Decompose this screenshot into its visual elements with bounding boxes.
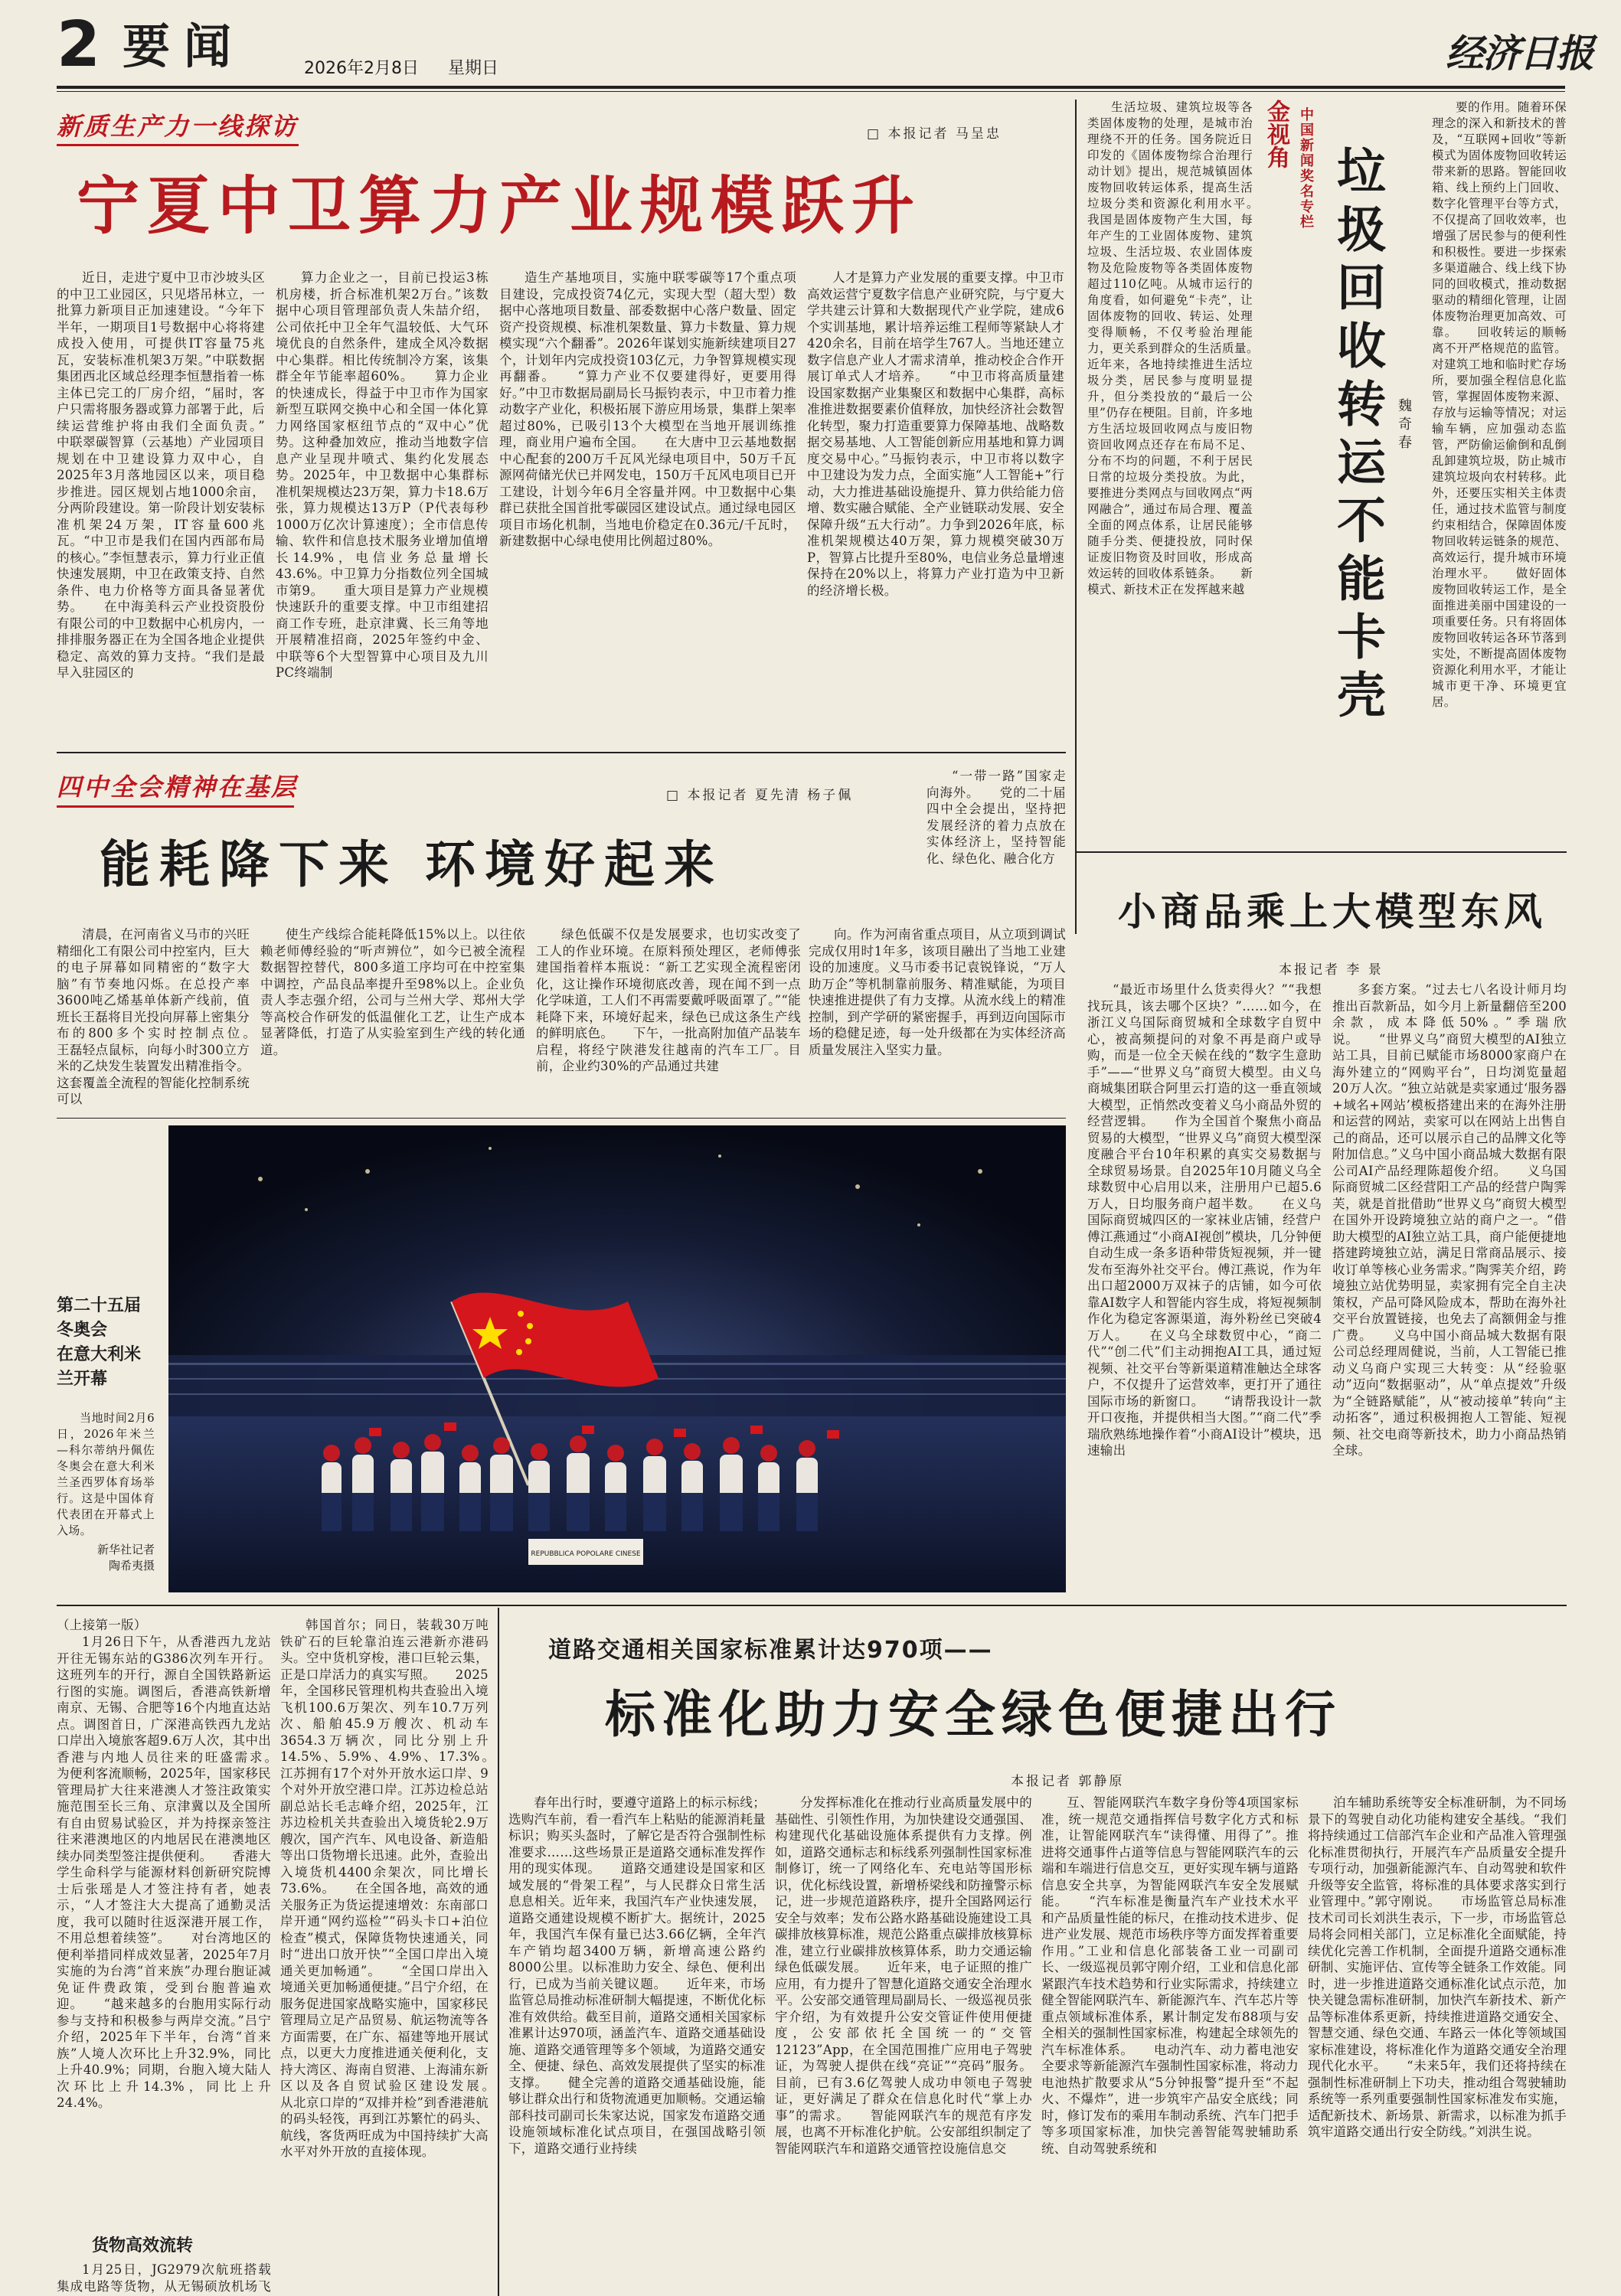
story4-col1-end: 1月25日，JG2979次航班搭载集成电路等货物，从无锡硕放机场飞 — [57, 2262, 271, 2294]
story3-title: 小商品乘上大模型东风 — [1118, 890, 1547, 934]
caption-title-line2: 在意大利米兰开幕 — [57, 1345, 142, 1389]
story2-col-2: 使生产线综合能耗降低15%以上。以往依赖老师傅经验的“听声辨位”，如今已被全流程数据智控替代，800多道工序均可在中控室集中调控，产品良品率提升至98%以上。企业负责人李志强介绍，公司与兰州大学、郑州大学等高校合作研发的低温催化工艺，让生产成本显著降低，打造了从实验室到生产线的转化通道。 — [260, 927, 525, 1057]
paper-logo: 经济日报 — [1446, 31, 1593, 76]
story4-col-1: 1月26日下午，从香港西九龙站开往无锡东站的G386次列车开行。这班列车的开行，源自全国铁路新运行图的实施。调图后，香港高铁新增南京、无锡、合肥等16个内地直达站点。调图首日，广深港高铁西九龙站口岸出入境旅客超9.6万人次，其中出香港与内地人员往来的旺盛需求。 为便利客流顺畅，2025年，国家移民管理局扩大往来港澳人才签注政策实施范围至长三角、京津冀以及全国所有自由贸易试验区，并为持探亲签注往来港澳地区的内地居民在港澳地区续办同类型签注提供便利。 香港大学生命科学与能源材料创新研究院博士后张瑶是人才签注持有者，她表示，“人才签注大大提高了通勤灵活度，我可以随时往返深港开展工作，不用总想着续签”。 对台湾地区的便利举措同样成效显著，2025年7月实施的为台湾“首来族”办理台胞证减免证件费政策，受到台胞普遍欢迎。 “越来越多的台胞用实际行动参与支持和积极参与两岸交流。”吕宁介绍，2025年下半年，台湾“首来族”人境人次环比上升32.9%，同比上升40.9%；同期，台胞入境大陆人次环比上升14.3%，同比上升24.4%。 — [57, 1635, 271, 2110]
column-piece-col-2: 要的作用。随着环保理念的深入和新技术的普及，“互联网+回收”等新模式为固体废物回收转运带来新的思路。智能回收箱、线上预约上门回收、数字化管理平台等方式，不仅提高了回收效率，也增强了居民参与的便利性和积极性。要进一步探索多渠道融合、线上线下协同的回收模式，推动数据驱动的精细化管理，让固体废物治理更加高效、可靠。 回收转运的顺畅离不开严格规范的监管。对建筑工地和临时贮存场所，要加强全程信息化监管，掌握固体废物来源、存放与运输等情况；对运输车辆，应加强动态监管，严防偷运偷倒和乱倒乱卸建筑垃圾，防止城市建筑垃圾向农村转移。此外，还要压实相关主体责任，通过技术监管与制度约束相结合，保障固体废物回收转运链条的规范、高效运行，提升城市环境治理水平。 做好固体废物回收转运工作，是全面推进美丽中国建设的一项重要任务。只有将固体废物回收转运各环节落到实处，不断提高固体废物资源化利用水平，才能让城市更干净、环境更宜居。 — [1432, 100, 1567, 709]
masthead — [0, 0, 1621, 90]
story5-col-4: 泊车辅助系统等安全标准研制，为不同场景下的驾驶自动化功能构建安全基线。“我们将持续通过工信部汽车企业和产品准入管理强化标准贯彻执行，开展汽车产品质量安全提升专项行动，加强新能源汽车、自动驾驶和软件升级等安全监管，将标准的具体要求落实到行业管理中。”郭守刚说。 市场监管总局标准技术司司长刘洪生表示，下一步，市场监管总局将会同相关部门，立足标准化全面赋能，持续优化完善工作机制，全面提升道路交通标准研制、实施评估、宣传等全链条工作效能。同时，进一步推进道路交通标准化试点示范，加快关键急需标准研制，加快汽车新技术、新产品等标准体系更新，持续推进道路交通安全、智慧交通、绿色交通、车路云一体化等领域国家标准建设，将标准化作为道路交通安全治理现代化水平。 “未来5年，我们还将持续在强制性标准研制上下功夫，推动组合驾驶辅助系统等一系列重要强制性国家标准发布实施，适配新技术、新场景、新需求，以标准为抓手筑牢道路交通出行安全防线。”刘洪生说。 — [1308, 1795, 1567, 2139]
column-piece-col-1: 生活垃圾、建筑垃圾等各类固体废物的处理，是城市治理绕不开的任务。国务院近日印发的《固体废物综合治理行动计划》提出，规范城镇固体废物回收转运体系，提高生活垃圾分类和资源化利用水平。 我国是固体废物产生大国，每年产生的工业固体废物、建筑垃圾、生活垃圾、农业固体废物及危险废物等各类固体废物超过110亿吨。从城市运行的角度看，如何避免“卡壳”，让固体废物的回收、转运、处理变得顺畅，不仅考验治理能力，更关系到群众的生活质量。 近年来，各地持续推进生活垃圾分类，居民参与度明显提升，但分类投放的“最后一公里”仍存在梗阻。目前，许多地方生活垃圾回收网点与废旧物资回收网点还存在布局不足、分布不均的问题，不利于居民日常的垃圾分类投放。为此，要推进分类网点与回收网点“两网融合”，通过布局合理、覆盖全面的网点体系，让居民能够随手分类、便捷投放，同时保证废旧物资及时回收，形成高效运转的回收体系链条。 新模式、新技术正在发挥越来越 — [1087, 100, 1253, 596]
story2-byline: □ 本报记者 夏先清 杨子佩 — [666, 788, 854, 803]
olympics-photo — [168, 1125, 1066, 1592]
story2-title: 能耗降下来 环境好起来 — [100, 835, 724, 894]
story5-subtitle: 道路交通相关国家标准累计达970项—— — [548, 1637, 993, 1664]
story1-col-3: 造生产基地项目，实施中联零碳等17个重点项目建设，完成投资74亿元，实现大型（超大型）数据中心落地项目数量、部委数据中心落户数量、固定资产投资规模、标准机架数量、算力卡数量、算力规模实现“六个翻番”。2026年谋划实施新续建项目27个，计划年内完成投资103亿元，力争智算规模实现再翻番。 “算力产业不仅要建得好，更要用得好。”中卫市数据局副局长马振钧表示，中卫市着力推动数字产业化，积极拓展下游应用场景，集群上架率超过80%，已吸引13个大模型在当地开展训练推理，商业用户遍布全国。 在大唐中卫云基地数据中心配套的200万千瓦风光绿电项目中，50万千瓦源网荷储光伏已并网发电，150万千瓦风电项目已开工建设，计划今年6月全容量并网。中卫数据中心集群已获批全国首批零碳园区建设试点。通过绿电园区项目市场化机制，当地电价稳定在0.36元/千瓦时，新建数据中心绿电使用比例超过80%。 — [499, 270, 796, 548]
story2-bottom-rule — [57, 1118, 1066, 1119]
caption-title-line1: 第二十五届冬奥会 — [57, 1296, 142, 1340]
sign-text: REPUBBLICA POPOLARE CINESE — [531, 1550, 641, 1558]
story5-col-3: 互、智能网联汽车数字身份等4项国家标准，统一规范交通指挥信号数字化方式和标准，让智能网联汽车“读得懂、用得了”。推进将交通事件占道等信息与智能网联汽车的云端和车端进行信息交互，更好实现车辆与道路信息安全共享，为智能网联汽车安全发展赋能。 “汽车标准是衡量汽车产业技术水平和产品质量性能的标尺，在推动技术进步、促进产业发展、规范市场秩序等方面发挥着重要作用。”工业和信息化部装备工业一司副司长、一级巡视员郭守刚介绍，工业和信息化部紧跟汽车技术趋势和行业实际需求，持续建立健全智能网联汽车、新能源汽车、汽车芯片等重点领域标准体系，累计制定发布88项与安全相关的强制性国家标准，构建起全球领先的汽车标准体系。 电动汽车、动力蓄电池安全要求等新能源汽车强制性国家标准，将动力电池热扩散要求从“5分钟报警”提升至“不起火、不爆炸”，进一步筑牢产品安全底线；同时，修订发布的乘用车制动系统、汽车门把手等多项国家标准，加快完善智能驾驶辅助系统、自动驾驶系统和 — [1041, 1795, 1299, 2156]
photo-illustration — [168, 1125, 1066, 1592]
story5-col-1: 春年出行时，要遵守道路上的标示标线；选购汽车前，看一看汽车上粘贴的能源消耗量标识；购买头盔时，了解它是否符合强制性标准要求……这些场景正是道路交通标准发挥作用的现实体现。 道路交通建设是国家和区域发展的“骨架工程”，与人民群众日常生活息息相关。近年来，我国汽车产业快速发展，道路交通建设规模不断扩大。据统计，2025年，我国汽车保有量已达3.66亿辆，全年汽车产销均超3400万辆，新增高速公路约8000公里。以标准助力安全、绿色、便利出行，已成为当前关键议题。 近年来，市场监管总局推动标准研制大幅提速，不断优化标准有效供给。截至目前，道路交通相关国家标准累计达970项，涵盖汽车、道路交通基础设施、道路交通管理等多个领域，为道路交通安全、便捷、绿色、高效发展提供了坚实的标准支撑。 健全完善的道路交通基础设施，能够让群众出行和货物流通更加顺畅。交通运输部科技司副司长朱家达说，国家发布道路交通设施领域标准化试点项目，在强国战略引领下，道路交通行业持续 — [508, 1795, 766, 2156]
story2-col-4: 向。作为河南省重点项目，从立项到调试完成仅用时1年多，该项目融出了当地工业建设的加速度。义马市委书记袁锐锋说，“万人助万企”等机制靠前服务、精准赋能，为项目快速推进提供了有力支撑。从流水线上的精准控制，到产学研的紧密握手，再到迈向国际市场的稳健足迹，每一处升级都在为实体经济高质量发展注入坚实力量。 — [809, 927, 1066, 1057]
column-author: 魏奇春 — [1396, 398, 1412, 453]
caption-text: 当地时间2月6日，2026年米兰—科尔蒂纳丹佩佐冬奥会在意大利米兰圣西罗体育场举行。这是中国体育代表团在开幕式上入场。 — [57, 1411, 155, 1537]
story3-col-2: 多套方案。“过去七八名设计师月均推出百款新品，如今月上新量翻倍至200余款，成本降低50%。”季瑞欣说。 “世界义乌”商贸大模型的AI独立站工具，目前已赋能市场8000家商户在海外建立的“网购平台”，日均浏览量超20万人次。“独立站就是卖家通过‘服务器+域名+网站’模板搭建出来的在海外注册和运营的网站，卖家可以在网站上出售自己的商品，还可以展示自己的品牌文化等附加信息。”义乌中国小商品城大数据有限公司AI产品经理陈超俊介绍。 义乌国际商贸城二区经营阳工产品的经营户陶霁芙，就是首批借助“世界义乌”商贸大模型在国外开设跨境独立站的商户之一。“借助大模型的AI独立站工具，商户能便捷地搭建跨境独立站，满足日常商品展示、接收订单等核心业务需求。”陶霁芙介绍，跨境独立站优势明显，卖家拥有完全自主决策权，产品可降风险成本，帮助在海外社交平台放置链接，也免去了高额佣金与推广费。 义乌中国小商品城大数据有限公司总经理周健说，当前，人工智能已推动义乌商户实现三大转变：从“经验驱动”迈向“数据驱动”，从“单点提效”升级为“全链路赋能”，从“被动接单”转向“主动拓客”，通过积极拥抱人工智能、短视频、社交电商等新技术，助力小商品热销全球。 — [1332, 982, 1567, 1458]
kicker-text: 四中全会精神在基层 — [57, 772, 299, 802]
section-name: 要闻 — [123, 18, 246, 74]
kicker-underline — [57, 144, 299, 146]
story1-byline: □ 本报记者 马呈忠 — [867, 126, 1002, 142]
issue-date: 2026年2月8日 — [304, 59, 419, 78]
story5-byline: 本报记者 郭静原 — [1011, 1774, 1125, 1789]
photo-credit-2: 陶希夷摄 — [108, 1559, 155, 1573]
masthead-rule — [57, 86, 1565, 89]
page-number: 2 — [57, 8, 101, 81]
story2-intro: “一带一路”国家走向海外。 党的二十届四中全会提出，坚持把发展经济的着力点放在实体经济上，坚持智能化、绿色化、融合化方 — [927, 769, 1066, 866]
vertical-divider-left — [1075, 100, 1077, 934]
story4-col-2: 韩国首尔；同日，装载30万吨铁矿石的巨轮靠泊连云港新亦港码头。空中货机穿梭，港口巨轮云集，正是口岸活力的真实写照。 2025年，全国移民管理机构共查验出入境飞机100.6万架次、列车10.7万列次、船舶45.9万艘次、机动车3654.3万辆次，同比分别上升14.5%、5.9%、4.9%、17.3%。 江苏拥有17个对外开放水运口岸、9个对外开放空港口岸。江苏边检总站副总站长毛志峰介绍，2025年，江苏边检机关共查验出入境货轮2.9万艘次，国产汽车、风电设备、新造船等出口货物增长迅速。此外，查验出入境货机4400余架次，同比增长73.6%。 在全国各地，高效的通关服务正为货运提速增效：东南部口岸开通“网约巡检”“码头卡口+泊位检查”模式，保障货物快速通关，同时“进出口放开快”“全国口岸出入境通关更加畅通”。 “全国口岸出入境通关更加畅通便捷。”吕宁介绍，在服务促进国家战略实施中，国家移民管理局立足产品贸易、航运物流等各方面需要，在广东、福建等地开展试点，以更大力度推进通关便利化，支持大湾区、海南自贸港、上海浦东新区以及各自贸试验区建设发展。 从北京口岸的“双排并检”到香港港航的码头轻筏，再到江苏繁忙的码头、航线，客货两旺成为中国持续扩大高水平对外开放的直接体现。 — [280, 1618, 489, 2159]
story1-col-4: 人才是算力产业发展的重要支撑。中卫市高效运营宁夏数字信息产业研究院，与宁夏大学共建云计算和大数据现代产业学院，建成6个实训基地，累计培养运维工程师等紧缺人才420余名，目前在培学生767人。当地还建立数字信息产业人才需求清单，推动校企合作开展订单式人才培养。 “中卫市将高质量建设国家数据产业集聚区和数据中心集群，高标准推进数据要素价值释放，加快经济社会数智化转型，聚力打造重要算力保障基地、战略数据交易基地、人工智能创新应用基地和算力调度交易中心。”马振钧表示，中卫市将以数字中卫建设为发力点，全面实施“人工智能+”行动，大力推进基础设施提升、算力供给能力倍增、数实融合赋能、全产业链联动发展、安全保障升级“五大行动”。力争到2026年底，标准机架规模达40万架，算力规模突破30万P，智算占比提升至80%，电信业务总量增速保持在20%以上，将算力产业打造为中卫新的经济增长极。 — [807, 270, 1064, 598]
story2-col-3: 绿色低碳不仅是发展要求，也切实改变了工人的作业环境。在原料预处理区，老师傅张建国指着样本瓶说：“新工艺实现全流程密闭化，这让操作环境彻底改善，现在闻不到一点化学味道，工人们不再需要戴呼吸面罩了。”“能耗降下来，环境好起来，绿色已成这条生产线的鲜明底色。 下午，一批高附加值产品装车启程，将经宁陕港发往越南的汽车工厂。目前，企业约30%的产品通过共建 — [536, 927, 801, 1073]
kicker-text: 新质生产力一线探访 — [57, 112, 299, 141]
story5-title: 标准化助力安全绿色便捷出行 — [605, 1685, 1342, 1744]
column-piece-bottom-rule — [1075, 851, 1567, 853]
story1-col-2: 算力企业之一，目前已投运3栋机房楼，折合标准机架2万台。”该数据中心项目管理部负责人朱喆介绍，公司依托中卫全年气温较低、大气环境优良的自然条件，建成全风冷数据中心集群。相比传统制冷方案，该集群全年节能率超60%。 算力企业的快速成长，得益于中卫市作为国家新型互联网交换中心和全国一体化算力网络国家枢纽节点的“双中心”优势。这种叠加效应，推动当地数字信息产业呈现井喷式、集约化发展态势。2025年，中卫数据中心集群标准机架规模达23万架，算力卡18.6万张，算力规模达13万P（P代表每秒1000万亿次计算速度）；全市信息传输、软件和信息技术服务业增加值增长14.9%，电信业务总量增长43.6%。中卫算力分指数位列全国城市第9。 重大项目是算力产业规模快速跃升的重要支撑。中卫市组建招商工作专班，赴京津冀、长三角等地开展精准招商，2025年签约中金、中联等6个大型智算中心项目及九川PC终端制 — [276, 270, 489, 680]
story2-kicker — [57, 768, 298, 803]
story3-col-1: “最近市场里什么货卖得火？”“我想找玩具，该去哪个区块？”……如今，在浙江义乌国际商贸城和全球数字自贸中心，被高频提问的对象不再是商户或导购，而是一位全天候在线的“数字生意助手”——“世界义乌”商贸大模型。由义乌商城集团联合阿里云打造的这一垂直领域大模型，正悄然改变着义乌小商品外贸的经营逻辑。 作为全国首个聚焦小商品贸易的大模型，“世界义乌”商贸大模型深度融合平台10年积累的真实交易数据与全球贸易场景。自2025年10月随义乌全球数贸中心启用以来，注册用户已超5.6万人，日均服务商户超半数。 在义乌国际商贸城四区的一家袜业店铺，经营户傅江燕通过“小商AI视创”模块，几分钟便自动生成一条多语种带货短视频，并一键发布至海外社交平台。傅江燕说，作为年出口超2000万双袜子的店铺，如今可依靠AI数字人和智能内容生成，将短视频制作化为稳定客源渠道，海外粉丝已突破4万人。 在义乌全球数贸中心，“商二代”“创二代”们主动拥抱AI工具，通过短视频、社交平台等新渠道精准触达全球客户，不仅提升了运营效率，更打开了通往国际市场的新窗口。 “请帮我设计一款开口夜拖，并提供相当大图。”“商二代”季瑞欣熟练地操作着“小商AI设计”模块，迅速输出 — [1087, 982, 1322, 1458]
story1-kicker — [57, 107, 298, 142]
masthead-rule-thin — [57, 91, 1565, 92]
vertical-divider-bottom — [498, 1608, 499, 2296]
column-title: 垃圾回收转运不能卡壳 — [1329, 145, 1385, 727]
story4-subhead: 货物高效流转 — [92, 2236, 194, 2255]
photo-credit-1: 新华社记者 — [96, 1543, 155, 1556]
kicker-underline — [57, 805, 294, 808]
story2-col-1: 清晨，在河南省义马市的兴旺精细化工有限公司中控室内，巨大的电子屏幕如同精密的“数字大脑”有节奏地闪烁。在总投产率3600吨乙烯基单体新产线前，值班长王磊将目光投向屏幕上密集分布的800多个实时控制点位。 王磊轻点鼠标，向每小时300立方米的乙炔发生装置发出精准指令。这套覆盖全流程的智能化控制系统可以 — [57, 927, 250, 1106]
column-tag-sub: 中国新闻奖名专栏 — [1298, 107, 1314, 230]
story1-col-1: 近日，走进宁夏中卫市沙坡头区的中卫工业园区，只见塔吊林立，一批算力新项目正加速建设。“今年下半年，一期项目1号数据中心将将建成投入使用，可提供IT容量75兆瓦，安装标准机架3万架。”中联数据集团西北区域总经理李恒慧指着一栋主体已完工的厂房介绍，“届时，客户只需将服务器或算力部署于此，后续运营维护将由我们全面负责。” 中联翠碳智算（云基地）产业园项目规划在中卫建设算力双中心，自2025年3月落地园区以来，项目稳步推进。园区规划占地1000余亩，分两阶段建设。第一阶段计划安装标准机架24万架，IT容量600兆瓦。“中卫市是我们在国内西部布局的核心。”李恒慧表示，算力行业正值快速发展期，中卫在政策支持、自然条件、电力价格等方面具备显著优势。 在中海美科云产业投资股份有限公司的中卫数据中心机房内，一排排服务器正在为全国各地企业提供稳定、高效的算力支持。“我们是最早入驻园区的 — [57, 270, 265, 680]
column-tag — [1262, 100, 1293, 168]
issue-weekday: 星期日 — [448, 59, 499, 78]
story3-byline: 本报记者 李 景 — [1279, 962, 1384, 978]
story1-title: 宁夏中卫算力产业规模跃升 — [77, 170, 923, 243]
column-tag-main: 金视角 — [1263, 100, 1289, 168]
photo-caption — [57, 1294, 155, 1574]
story4-continued: （上接第一版） — [57, 1618, 147, 1632]
photo-bottom-rule — [57, 1605, 1567, 1606]
divider-story1-bottom — [57, 752, 1066, 753]
story5-col-2: 分发挥标准化在推动行业高质量发展中的基础性、引领性作用，为加快建设交通强国、构建现代化基础设施体系提供有力支撑。例如，道路交通标志和标线系列强制性国家标准制修订，统一了网络化车、充电站等国形标识，优化标线设置，新增桥梁线和防撞警示标记，进一步规范道路秩序，提升全国路网运行安全与效率；发布公路水路基础设施建设工具碳排放核算标准，规范公路重点碳排放核算标准，建立行业碳排放核算体系，助力交通运输绿色低碳发展。 近年来，电子证照的推广应用，有力提升了智慧化道路交通安全治理水平。公安部交通管理局副局长、一级巡视员张宇介绍，为有效提升公安交管证件使用便捷度，公安部依托全国统一的“交管12123”App，在全国范围推广应用电子驾驶证，为驾驶人提供在线“亮证”“亮码”服务。目前，已有3.6亿驾驶人成功申领电子驾驶证，更好满足了群众在信息化时代“掌上办事”的需求。 智能网联汽车的规范有序发展，也离不开标准化护航。公安部组织制定了智能网联汽车和道路交通管控设施信息交 — [775, 1795, 1032, 2156]
